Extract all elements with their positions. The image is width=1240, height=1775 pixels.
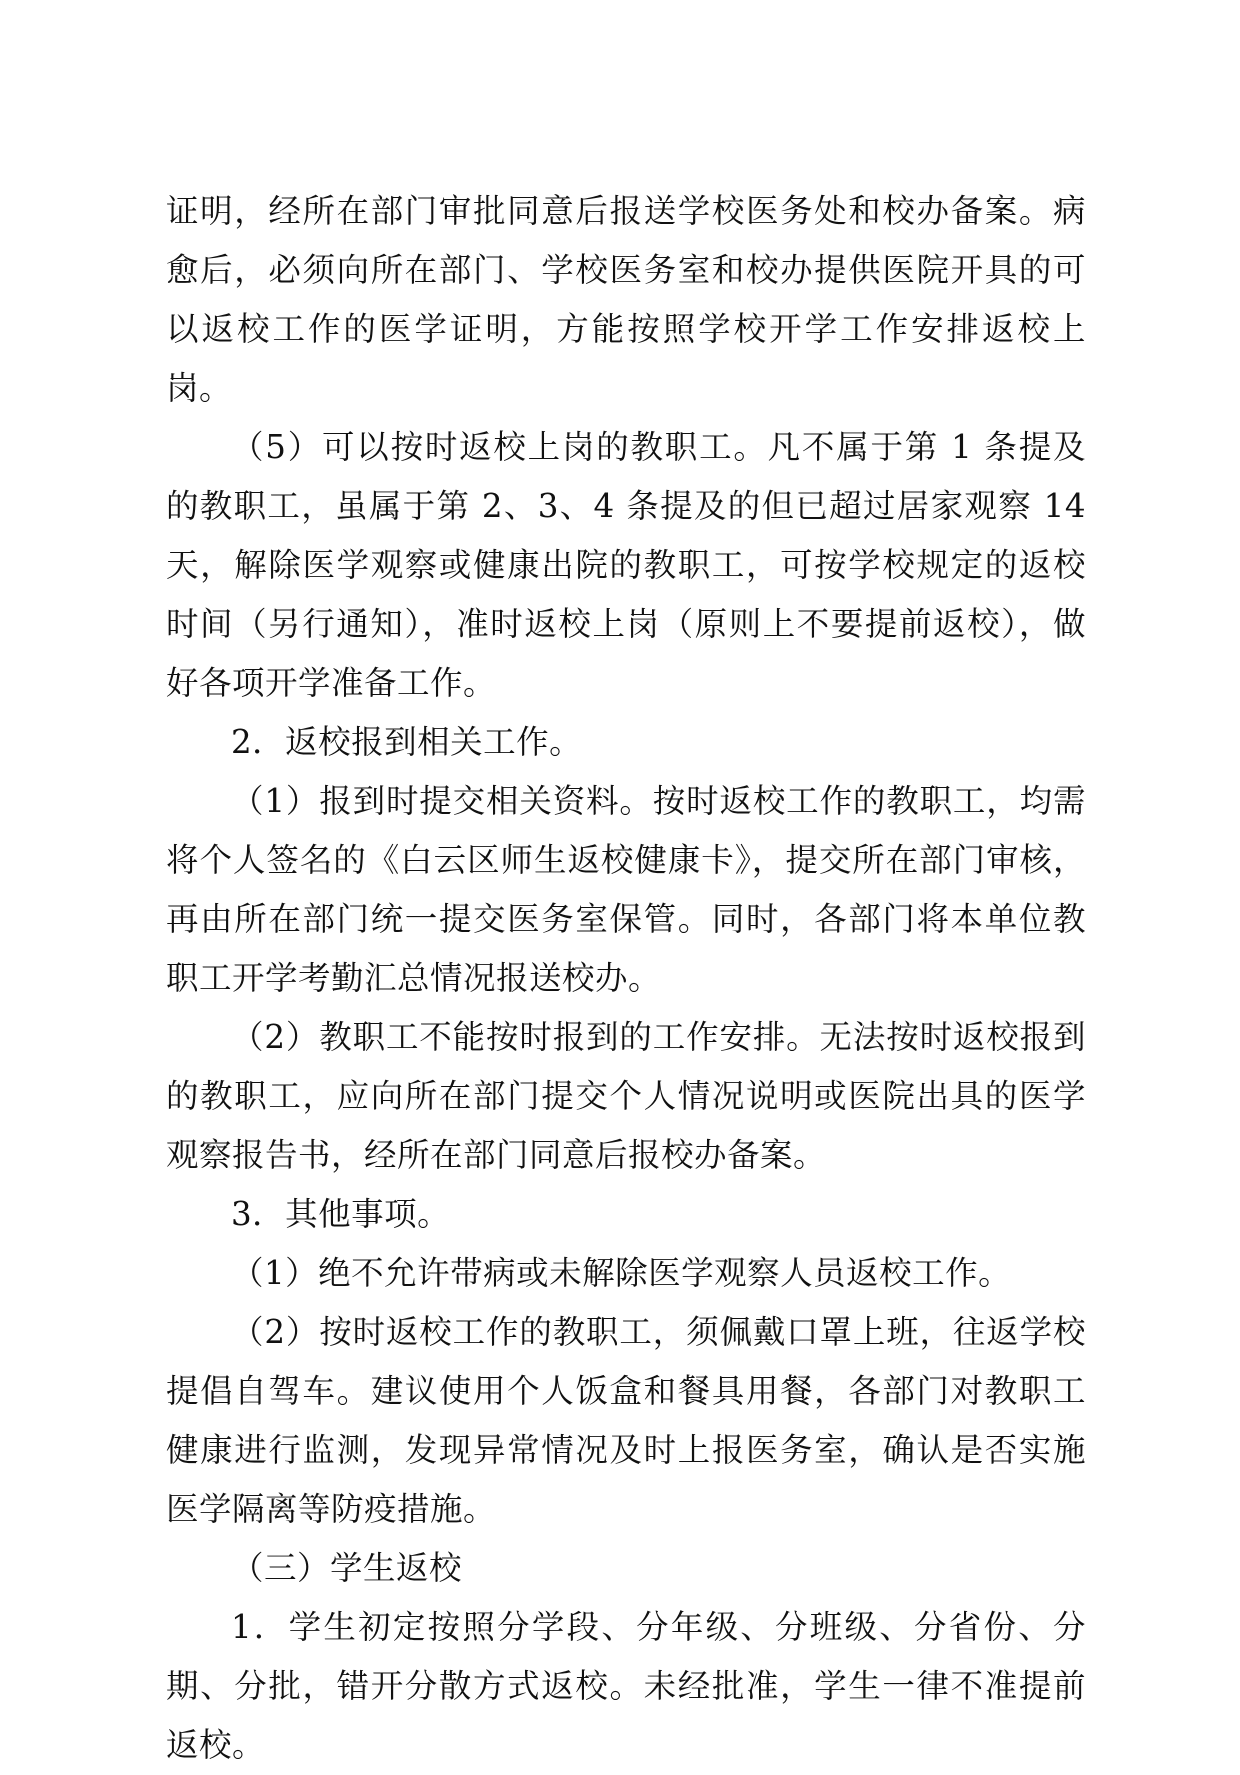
document-body [166,182,1086,1775]
paragraph-3-2: （2）按时返校工作的教职工，须佩戴口罩上班，往返学校提倡自驾车。建议使用个人饭盒和餐具用餐，各部门对教职工健康进行监测，发现异常情况及时上报医务室，确认是否实施医学隔离等防疫措施。 [166,1313,1086,1528]
paragraph-2-1: （1）报到时提交相关资料。按时返校工作的教职工，均需将个人签名的《白云区师生返校健康卡》，提交所在部门审核，再由所在部门统一提交医务室保管。同时，各部门将本单位教职工开学考勤汇总情况报送校办。 [166,782,1086,997]
paragraph-item-5: （5）可以按时返校上岗的教职工。凡不属于第 1 条提及的教职工，虽属于第 2、3、4 条提及的但已超过居家观察 14 天，解除医学观察或健康出院的教职工，可按学校规定的返校时间（另行通知），准时返校上岗（原则上不要提前返校），做好各项开学准备工作。 [166,428,1086,702]
paragraph-students-1: 1．学生初定按照分学段、分年级、分班级、分省份、分期、分批，错开分散方式返校。未经批准，学生一律不准提前返校。 [166,1608,1086,1764]
paragraph-continuation: 证明，经所在部门审批同意后报送学校医务处和校办备案。病愈后，必须向所在部门、学校医务室和校办提供医院开具的可以返校工作的医学证明，方能按照学校开学工作安排返校上岗。 [166,192,1086,407]
section-heading-2: 2．返校报到相关工作。 [231,723,583,761]
section-heading-3: 3．其他事项。 [231,1195,451,1233]
section-heading-students: （三）学生返校 [231,1549,463,1587]
paragraph-2-2: （2）教职工不能按时报到的工作安排。无法按时返校报到的教职工，应向所在部门提交个人情况说明或医院出具的医学观察报告书，经所在部门同意后报校办备案。 [166,1018,1086,1174]
paragraph-3-1: （1）绝不允许带病或未解除医学观察人员返校工作。 [231,1254,1012,1292]
